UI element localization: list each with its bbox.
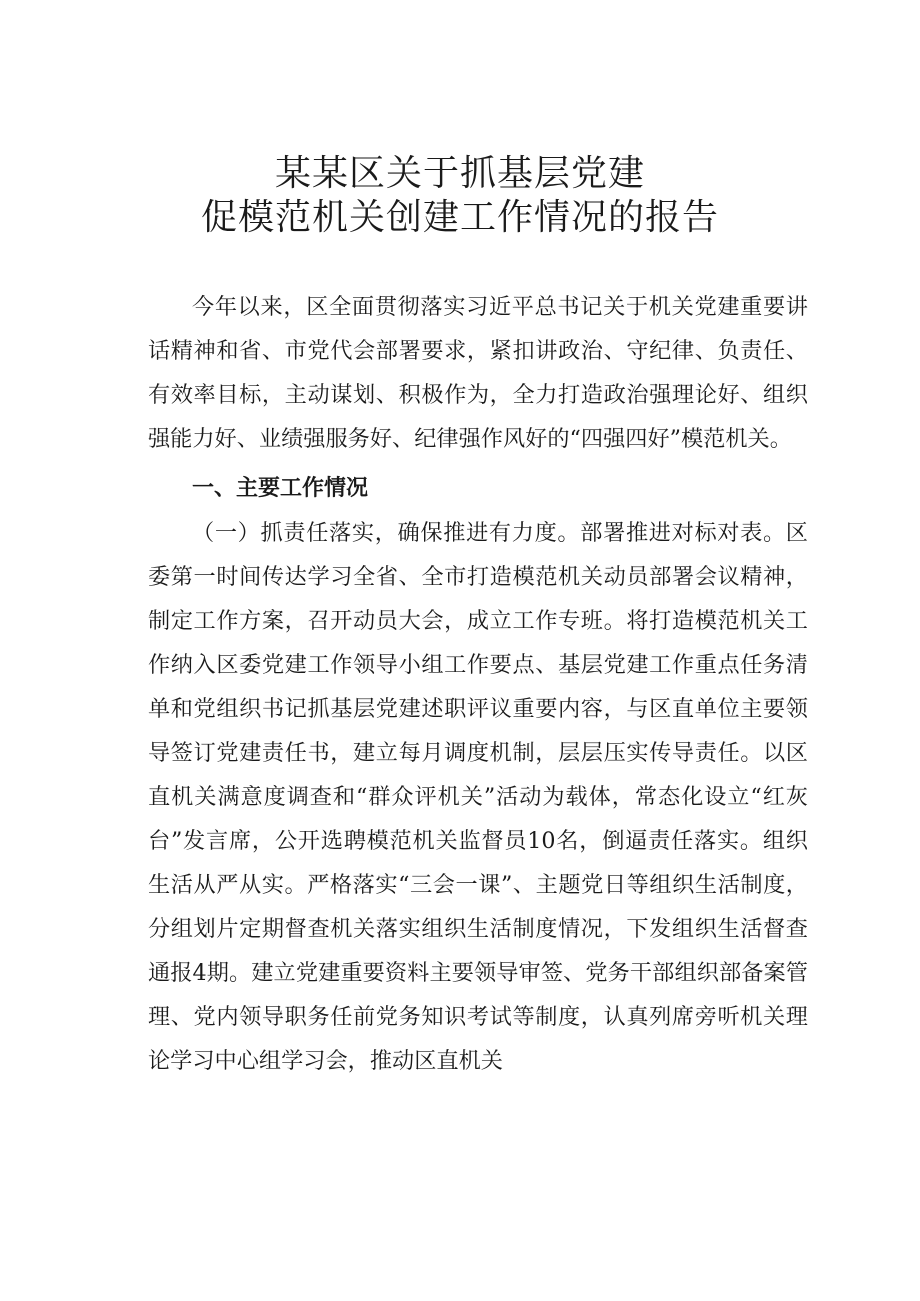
section-1-paragraph-1: （一）抓责任落实，确保推进有力度。部署推进对标对表。区委第一时间传达学习全省、全市打造模范机关动员部署会议精神，制定工作方案，召开动员大会，成立工作专班。将打造模范机关工作纳入区委党建工作领导小组工作要点、基层党建工作重点任务清单和党组织书记抓基层党建述职评议重要内容，与区直单位主要领导签订党建责任书，建立每月调度机制，层层压实传导责任。以区直机关满意度调查和“群众评机关”活动为载体，常态化设立“红灰台”发言席，公开选聘模范机关监督员10名，倒逼责任落实。组织生活从严从实。严格落实“三会一课”、主题党日等组织生活制度，分组划片定期督查机关落实组织生活制度情况，下发组织生活督查通报4期。建立党建重要资料主要领导审签、党务干部组织部备案管理、党内领导职务任前党务知识考试等制度，认真列席旁听机关理论学习中心组学习会，推动区直机关 xyxy=(148,520,808,1074)
document-title xyxy=(0,152,920,240)
document-body xyxy=(148,285,808,1083)
title-line-1: 某某区关于抓基层党建 xyxy=(274,153,645,194)
intro-paragraph: 今年以来，区全面贯彻落实习近平总书记关于机关党建重要讲话精神和省、市党代会部署要求，紧扣讲政治、守纪律、负责任、有效率目标，主动谋划、积极作为，全力打造政治强理论好、组织强能力好、业绩强服务好、纪律强作风好的“四强四好”模范机关。 xyxy=(148,294,808,452)
section-heading-1: 一、主要工作情况 xyxy=(192,476,369,501)
title-line-2: 促模范机关创建工作情况的报告 xyxy=(200,197,719,238)
